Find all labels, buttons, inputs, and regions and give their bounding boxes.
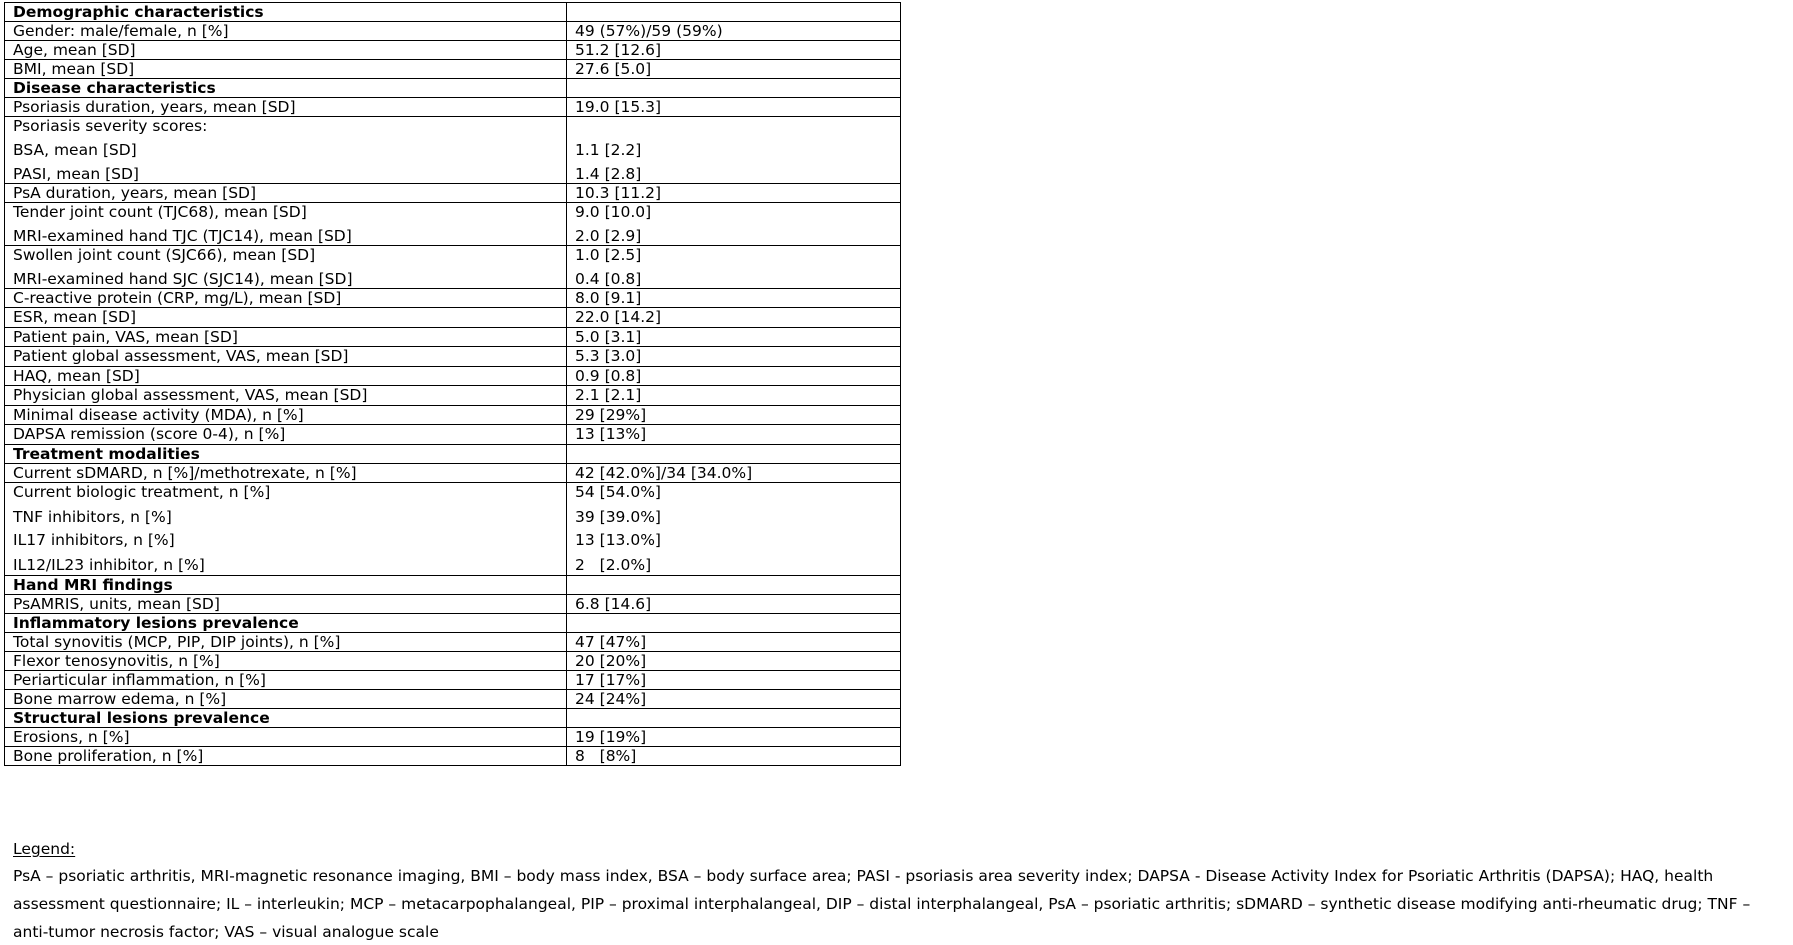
- row-label-cell: Treatment modalities: [5, 445, 567, 464]
- row-value-cell: [567, 445, 901, 464]
- table-body: [5, 3, 901, 766]
- row-value-cell: 17 [17%]: [567, 671, 901, 690]
- row-value-cell: 5.3 [3.0]: [567, 347, 901, 367]
- row-label-cell: Structural lesions prevalence: [5, 709, 567, 728]
- row-value-cell: 22.0 [14.2]: [567, 308, 901, 328]
- table-row: [5, 22, 901, 41]
- row-value-cell: 8 [8%]: [567, 747, 901, 766]
- row-label-cell: PsA duration, years, mean [SD]: [5, 184, 567, 203]
- table-row: [5, 41, 901, 60]
- row-value-cell: 19.0 [15.3]: [567, 98, 901, 117]
- row-value: 13 [13.0%]: [575, 531, 661, 549]
- table-row: [5, 595, 901, 614]
- table-row: [5, 406, 901, 425]
- row-value-cell: 0.9 [0.8]: [567, 367, 901, 386]
- table-row: [5, 728, 901, 747]
- row-label-cell: Disease characteristics: [5, 79, 567, 98]
- row-label-cell: Periarticular inflammation, n [%]: [5, 671, 567, 690]
- table-row: [5, 117, 901, 184]
- section-header-row: [5, 79, 901, 98]
- table-row: [5, 60, 901, 79]
- row-label-cell: Erosions, n [%]: [5, 728, 567, 747]
- row-label-cell: Patient global assessment, VAS, mean [SD]: [5, 347, 567, 367]
- row-label-cell: Demographic characteristics: [5, 3, 567, 22]
- row-label: MRI-examined hand TJC (TJC14), mean [SD]: [13, 227, 352, 245]
- row-value-cell: 29 [29%]: [567, 406, 901, 425]
- row-label-cell: BMI, mean [SD]: [5, 60, 567, 79]
- table-row: [5, 328, 901, 347]
- row-label: MRI-examined hand SJC (SJC14), mean [SD]: [13, 270, 353, 288]
- table-row: [5, 289, 901, 308]
- row-value-cell: [567, 3, 901, 22]
- row-label-cell: Gender: male/female, n [%]: [5, 22, 567, 41]
- table-row: [5, 690, 901, 709]
- table-row: [5, 203, 901, 246]
- table-row: [5, 671, 901, 690]
- row-value: 1.0 [2.5]: [575, 246, 642, 264]
- row-label: Tender joint count (TJC68), mean [SD]: [13, 203, 307, 221]
- row-label: BSA, mean [SD]: [13, 141, 137, 159]
- row-value-cell: 47 [47%]: [567, 633, 901, 652]
- row-value-cell: 51.2 [12.6]: [567, 41, 901, 60]
- row-label-cell: ESR, mean [SD]: [5, 308, 567, 328]
- row-label-cell: [5, 483, 567, 576]
- legend-title: Legend:: [13, 840, 76, 858]
- row-label-cell: Psoriasis duration, years, mean [SD]: [5, 98, 567, 117]
- table-row: [5, 347, 901, 367]
- row-label: IL17 inhibitors, n [%]: [13, 531, 175, 549]
- row-label-cell: Total synovitis (MCP, PIP, DIP joints), n [%]: [5, 633, 567, 652]
- row-value: 1.4 [2.8]: [575, 165, 642, 183]
- row-value-cell: 19 [19%]: [567, 728, 901, 747]
- legend: [13, 838, 1788, 945]
- row-label-cell: C-reactive protein (CRP, mg/L), mean [SD]: [5, 289, 567, 308]
- row-label: Psoriasis severity scores:: [13, 117, 208, 135]
- row-value-cell: 27.6 [5.0]: [567, 60, 901, 79]
- row-value: 54 [54.0%]: [575, 483, 661, 501]
- row-label-cell: Flexor tenosynovitis, n [%]: [5, 652, 567, 671]
- row-value-cell: 2.1 [2.1]: [567, 386, 901, 406]
- row-value-cell: [567, 614, 901, 633]
- row-value-cell: 13 [13%]: [567, 425, 901, 445]
- row-value-cell: 20 [20%]: [567, 652, 901, 671]
- section-header-row: [5, 445, 901, 464]
- row-label-cell: Patient pain, VAS, mean [SD]: [5, 328, 567, 347]
- row-label-cell: [5, 203, 567, 246]
- row-label: IL12/IL23 inhibitor, n [%]: [13, 556, 205, 574]
- row-label-cell: Age, mean [SD]: [5, 41, 567, 60]
- row-value-cell: 24 [24%]: [567, 690, 901, 709]
- row-label-cell: Current sDMARD, n [%]/methotrexate, n [%]: [5, 464, 567, 483]
- table-row: [5, 367, 901, 386]
- row-value-cell: [567, 79, 901, 98]
- row-value: [575, 117, 900, 139]
- row-value-cell: [567, 576, 901, 595]
- table-row: [5, 652, 901, 671]
- row-label: TNF inhibitors, n [%]: [13, 508, 172, 526]
- row-value: 1.1 [2.2]: [575, 141, 642, 159]
- row-value-cell: 6.8 [14.6]: [567, 595, 901, 614]
- table-row: [5, 98, 901, 117]
- row-value-cell: 10.3 [11.2]: [567, 184, 901, 203]
- row-label: PASI, mean [SD]: [13, 165, 139, 183]
- row-label-cell: Hand MRI findings: [5, 576, 567, 595]
- row-value-cell: [567, 483, 901, 576]
- table-row: [5, 633, 901, 652]
- row-value-cell: 5.0 [3.1]: [567, 328, 901, 347]
- row-label-cell: Inflammatory lesions prevalence: [5, 614, 567, 633]
- section-header-row: [5, 576, 901, 595]
- row-label: Current biologic treatment, n [%]: [13, 483, 271, 501]
- row-label-cell: Minimal disease activity (MDA), n [%]: [5, 406, 567, 425]
- row-value: 9.0 [10.0]: [575, 203, 652, 221]
- table-row: [5, 184, 901, 203]
- row-label-cell: HAQ, mean [SD]: [5, 367, 567, 386]
- row-value: 2 [2.0%]: [575, 556, 652, 574]
- table-row: [5, 386, 901, 406]
- row-value-cell: 42 [42.0%]/34 [34.0%]: [567, 464, 901, 483]
- row-label: Swollen joint count (SJC66), mean [SD]: [13, 246, 316, 264]
- table-row: [5, 464, 901, 483]
- row-value-cell: [567, 246, 901, 289]
- table-row: [5, 246, 901, 289]
- section-header-row: [5, 709, 901, 728]
- row-label-cell: PsAMRIS, units, mean [SD]: [5, 595, 567, 614]
- row-label-cell: DAPSA remission (score 0-4), n [%]: [5, 425, 567, 445]
- row-value-cell: [567, 117, 901, 184]
- table-row: [5, 747, 901, 766]
- row-label-cell: Bone marrow edema, n [%]: [5, 690, 567, 709]
- row-value-cell: 8.0 [9.1]: [567, 289, 901, 308]
- table-row: [5, 425, 901, 445]
- table-row: [5, 483, 901, 576]
- row-value: 39 [39.0%]: [575, 508, 661, 526]
- table-row: [5, 308, 901, 328]
- section-header-row: [5, 3, 901, 22]
- row-label-cell: [5, 117, 567, 184]
- row-label-cell: Physician global assessment, VAS, mean [SD]: [5, 386, 567, 406]
- row-label-cell: [5, 246, 567, 289]
- row-value: 0.4 [0.8]: [575, 270, 642, 288]
- characteristics-table: [4, 2, 901, 766]
- row-value-cell: 49 (57%)/59 (59%): [567, 22, 901, 41]
- section-header-row: [5, 614, 901, 633]
- row-value: 2.0 [2.9]: [575, 227, 642, 245]
- characteristics-table-container: [4, 2, 899, 766]
- row-label-cell: Bone proliferation, n [%]: [5, 747, 567, 766]
- row-value-cell: [567, 203, 901, 246]
- row-value-cell: [567, 709, 901, 728]
- legend-text: PsA – psoriatic arthritis, MRI-magnetic resonance imaging, BMI – body mass index, BSA – body surface area; PASI - psoriasis area severity index; DAPSA - Disease Activity Index for Psoriatic Arthritis (DAPSA); HAQ, health assessment questionnaire; IL – interleukin; MCP – metacarpophalangeal, PIP – proximal interphalangeal, DIP – distal interphalangeal, PsA – psoriatic arthritis; sDMARD – synthetic disease modifying anti-rheumatic drug; TNF – anti-tumor necrosis factor; VAS – visual analogue scale: [13, 867, 1751, 941]
